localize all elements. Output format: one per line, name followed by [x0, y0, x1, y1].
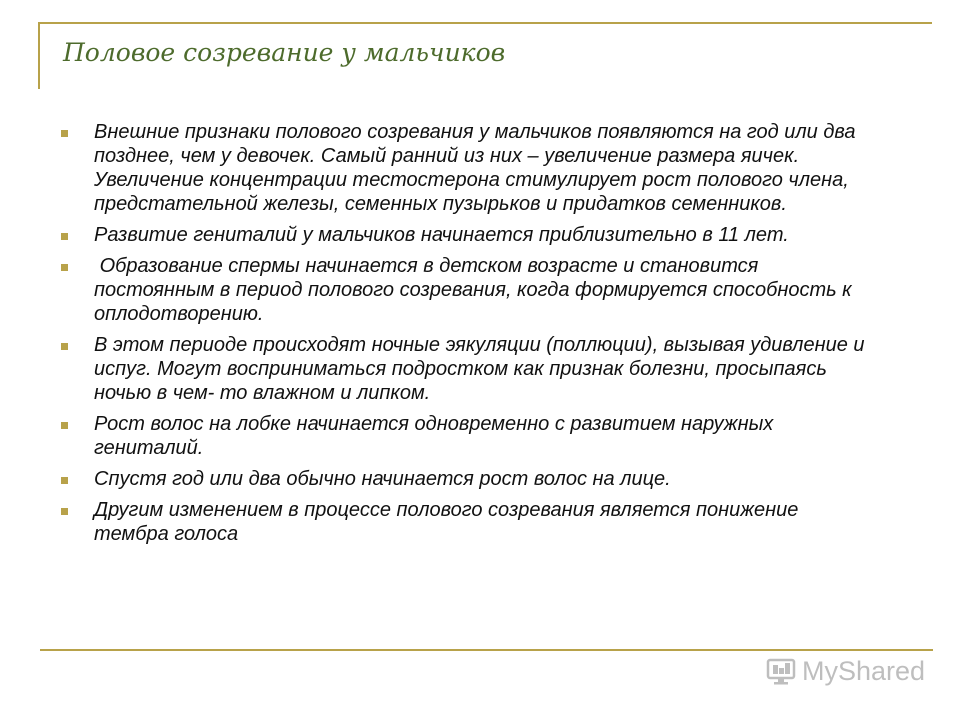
bullet-item	[58, 254, 878, 326]
myshared-logo-icon	[766, 657, 796, 687]
bullet-square-icon	[61, 343, 68, 350]
bullet-item	[58, 333, 878, 405]
bullet-text: Развитие гениталий у мальчиков начинается приблизительно в 11 лет.	[94, 224, 789, 246]
frame-left-line	[38, 22, 40, 89]
bullet-text: Другим изменением в процессе полового созревания является понижение тембра голоса	[94, 499, 799, 545]
bullet-list	[58, 120, 878, 553]
bullet-square-icon	[61, 233, 68, 240]
frame-bottom-line	[40, 649, 933, 651]
bullet-square-icon	[61, 130, 68, 137]
bullet-item	[58, 223, 878, 247]
watermark	[766, 656, 925, 687]
bullet-text: Внешние признаки полового созревания у мальчиков появляются на год или два позднее, чем у девочек. Самый ранний из них – увеличение размера яичек. Увеличение концентрации тестостерона стимулирует рост полового члена, предстательной железы, семенных пузырьков и придатков семенников.	[94, 121, 856, 215]
bullet-item	[58, 498, 878, 546]
bullet-text: Рост волос на лобке начинается одновременно с развитием наружных гениталий.	[94, 413, 774, 459]
bullet-text: В этом периоде происходят ночные эякуляции (поллюции), вызывая удивление и испуг. Могут восприниматься подростком как признак болезни, просыпаясь ночью в чем- то влажном и липком.	[94, 334, 865, 404]
bullet-text: Образование спермы начинается в детском возрасте и становится постоянным в период полового созревания, когда формируется способность к оплодотворению.	[94, 255, 858, 325]
bullet-square-icon	[61, 477, 68, 484]
bullet-square-icon	[61, 508, 68, 515]
watermark-text: MyShared	[802, 656, 926, 686]
bullet-item	[58, 467, 878, 491]
bullet-square-icon	[61, 422, 68, 429]
bullet-text: Спустя год или два обычно начинается рост волос на лице.	[94, 468, 671, 490]
slide-title: Половое созревание у мальчиков	[63, 38, 506, 67]
bullet-item	[58, 120, 878, 216]
bullet-item	[58, 412, 878, 460]
bullet-square-icon	[61, 264, 68, 271]
frame-top-line	[38, 22, 932, 24]
